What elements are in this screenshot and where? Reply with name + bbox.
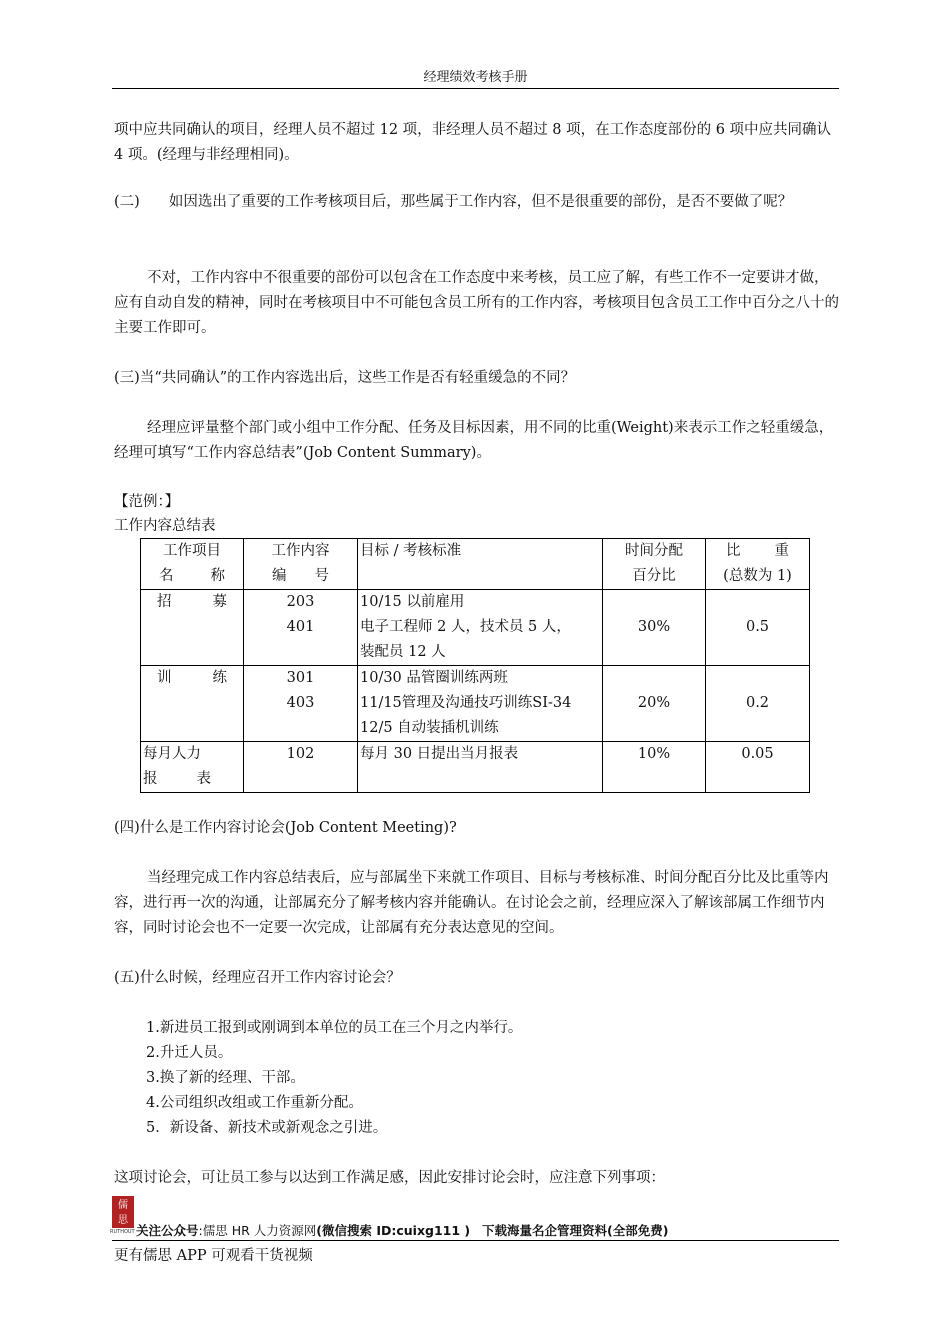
list-item: 3.换了新的经理、干部。 (146, 1070, 305, 1086)
follow-label: 关注公众号 (136, 1223, 199, 1238)
footer-promo (136, 1221, 668, 1239)
header-divider (112, 88, 839, 89)
follow-name: :儒思 HR 人力资源网 (198, 1223, 317, 1238)
header-item: 工作项目 名 称 (141, 539, 244, 590)
meeting-timing-list (146, 1016, 522, 1141)
list-item: 1.新进员工报到或刚调到本单位的员工在三个月之内举行。 (146, 1020, 523, 1036)
ruthout-logo: 儒 思 (112, 1196, 134, 1228)
question-5: (五)什么时候，经理应召开工作内容讨论会？ (114, 970, 401, 986)
question-2: (二) 如因选出了重要的工作考核项目后，那些属于工作内容，但不是很重要的部份，是否不要做了呢？ (114, 194, 793, 210)
example-label: 【范例：】 (114, 494, 180, 510)
wechat-id: (微信搜索 ID:cuixg111 ) (316, 1223, 471, 1238)
table-row: 招 募 203 401 10/15 以前雇用 电子工程师 2 人，技术员 5 人， 装配员 12 人 30% 0.5 (141, 590, 810, 666)
answer-2: 不对，工作内容中不很重要的部份可以包含在工作态度中来考核，员工应了解，有些工作不一定要讲才做，应有自动自发的精神，同时在考核项目中不可能包含员工所有的工作内容，考核项目包含员工工作中百分之八十的主要工作即可。 (114, 270, 839, 336)
header-target: 目标 / 考核标准 (358, 539, 603, 590)
list-item: 2.升迁人员。 (146, 1045, 233, 1061)
question-4: (四)什么是工作内容讨论会(Job Content Meeting)? (114, 820, 457, 836)
footer-divider (112, 1240, 839, 1241)
list-item: 4.公司组织改组或工作重新分配。 (146, 1095, 363, 1111)
table-title: 工作内容总结表 (114, 518, 216, 534)
closing-paragraph: 这项讨论会，可让员工参与以达到工作满足感，因此安排讨论会时，应注意下列事项： (114, 1170, 665, 1186)
header-weight: 比 重 (总数为 1) (706, 539, 810, 590)
job-content-summary-table (140, 538, 810, 793)
table-row: 每月人力 报 表 102 每月 30 日提出当月报表 10% 0.05 (141, 742, 810, 793)
list-item: 5．新设备、新技术或新观念之引进。 (146, 1120, 388, 1136)
answer-3: 经理应评量整个部门或小组中工作分配、任务及目标因素，用不同的比重(Weight)来表示工作之轻重缓急，经理可填写“工作内容总结表”(Job Content Summary)。 (114, 420, 834, 461)
logo-subtitle: RUTHOUT (110, 1229, 135, 1235)
footer-app-text: 更有儒思 APP 可观看干货视频 (114, 1248, 313, 1264)
header-code: 工作内容 编 号 (244, 539, 358, 590)
answer-4: 当经理完成工作内容总结表后，应与部属坐下来就工作项目、目标与考核标准、时间分配百分比及比重等内容，进行再一次的沟通，让部属充分了解考核内容并能确认。在讨论会之前，经理应深入了解该部属工作细节内容，同时讨论会也不一定要一次完成，让部属有充分表达意见的空间。 (114, 870, 829, 936)
page-header-title: 经理绩效考核手册 (423, 70, 528, 85)
paragraph-1: 项中应共同确认的项目，经理人员不超过 12 项，非经理人员不超过 8 项，在工作态度部份的 6 项中应共同确认 4 项。(经理与非经理相同)。 (114, 122, 832, 163)
download-text: 下载海量名企管理资料(全部免费) (482, 1223, 669, 1238)
table-header-row (141, 539, 810, 590)
question-3: (三)当“共同确认”的工作内容选出后，这些工作是否有轻重缓急的不同？ (114, 370, 576, 386)
table-row: 训 练 301 403 10/30 品管圈训练两班 11/15管理及沟通技巧训练SI-34 12/5 自动装插机训练 20% 0.2 (141, 666, 810, 742)
header-time: 时间分配 百分比 (603, 539, 706, 590)
